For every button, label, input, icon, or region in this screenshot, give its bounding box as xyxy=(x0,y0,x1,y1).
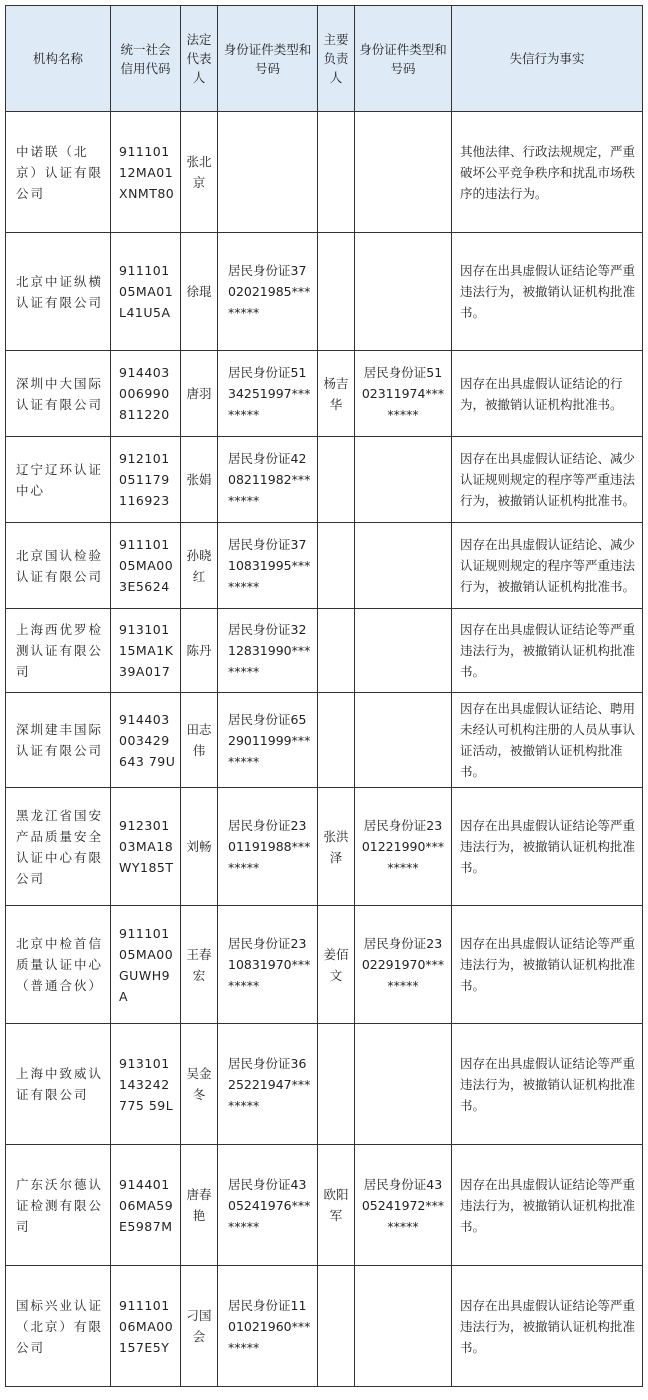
credit-code-cell: 91110112MA01XNMT80 xyxy=(111,112,181,233)
header-legal-representative: 法定代表人 xyxy=(181,6,218,112)
credit-code-cell: 914403003429643 79U xyxy=(111,693,181,788)
principal-id-cell xyxy=(355,112,452,233)
rep-id-cell: 居民身份证3710831995******** xyxy=(218,523,318,609)
credit-code-cell: 91110105MA00GUWH9A xyxy=(111,906,181,1024)
institution-name-cell: 北京中证纵横认证有限公司 xyxy=(6,233,111,351)
legal-representative-cell: 徐琨 xyxy=(181,233,218,351)
fact-cell: 其他法律、行政法规规定，严重破坏公平竞争秩序和扰乱市场秩序的违法行为。 xyxy=(452,112,643,233)
principal-cell xyxy=(318,437,355,523)
principal-cell xyxy=(318,233,355,351)
header-principal: 主要负责人 xyxy=(318,6,355,112)
principal-id-cell xyxy=(355,609,452,693)
principal-cell xyxy=(318,609,355,693)
institution-name-cell: 上海西优罗检测认证有限公司 xyxy=(6,609,111,693)
legal-representative-cell: 唐春艳 xyxy=(181,1145,218,1266)
table-row xyxy=(6,1024,643,1145)
legal-representative-cell: 唐羽 xyxy=(181,351,218,437)
fact-cell: 因存在出具虚假认证结论等严重违法行为，被撤销认证机构批准书。 xyxy=(452,906,643,1024)
rep-id-cell: 居民身份证3212831990******** xyxy=(218,609,318,693)
principal-id-cell xyxy=(355,233,452,351)
fact-cell: 因存在出具虚假认证结论等严重违法行为，被撤销认证机构批准书。 xyxy=(452,233,643,351)
header-principal-id: 身份证件类型和号码 xyxy=(355,6,452,112)
credit-code-cell: 91110105MA003E5624 xyxy=(111,523,181,609)
institution-name-cell: 北京国认检验认证有限公司 xyxy=(6,523,111,609)
credit-code-cell: 914403006990811220 xyxy=(111,351,181,437)
principal-id-cell xyxy=(355,523,452,609)
rep-id-cell xyxy=(218,112,318,233)
rep-id-cell: 居民身份证4208211982******** xyxy=(218,437,318,523)
principal-id-cell: 居民身份证2301221990******** xyxy=(355,788,452,906)
principal-id-cell xyxy=(355,437,452,523)
legal-representative-cell: 王春宏 xyxy=(181,906,218,1024)
legal-representative-cell: 张北京 xyxy=(181,112,218,233)
institution-name-cell: 深圳中大国际认证有限公司 xyxy=(6,351,111,437)
legal-representative-cell: 孙晓红 xyxy=(181,523,218,609)
legal-representative-cell: 刁国会 xyxy=(181,1266,218,1387)
header-credit-code: 统一社会信用代码 xyxy=(111,6,181,112)
legal-representative-cell: 张娟 xyxy=(181,437,218,523)
principal-id-cell: 居民身份证4305241972******** xyxy=(355,1145,452,1266)
fact-cell: 因存在出具虚假认证结论的行为，被撤销认证机构批准书。 xyxy=(452,351,643,437)
institution-name-cell: 北京中检首信质量认证中心（普通合伙） xyxy=(6,906,111,1024)
institution-name-cell: 辽宁辽环认证中心 xyxy=(6,437,111,523)
credit-code-cell: 91440106MA59E5987M xyxy=(111,1145,181,1266)
fact-cell: 因存在出具虚假认证结论等严重违法行为，被撤销认证机构批准书。 xyxy=(452,788,643,906)
principal-cell: 欧阳军 xyxy=(318,1145,355,1266)
legal-representative-cell: 陈丹 xyxy=(181,609,218,693)
institution-name-cell: 深圳建丰国际认证有限公司 xyxy=(6,693,111,788)
fact-cell: 因存在出具虚假认证结论、减少认证规则规定的程序等严重违法行为，被撤销认证机构批准书。 xyxy=(452,437,643,523)
credit-code-cell: 91110105MA01L41U5A xyxy=(111,233,181,351)
credit-code-cell: 913101143242775 59L xyxy=(111,1024,181,1145)
fact-cell: 因存在出具虚假认证结论等严重违法行为，被撤销认证机构批准书。 xyxy=(452,609,643,693)
principal-id-cell xyxy=(355,693,452,788)
institution-name-cell: 中诺联（北京）认证有限公司 xyxy=(6,112,111,233)
principal-cell xyxy=(318,1024,355,1145)
header-fact: 失信行为事实 xyxy=(452,6,643,112)
principal-cell: 姜佰文 xyxy=(318,906,355,1024)
header-institution-name: 机构名称 xyxy=(6,6,111,112)
principal-id-cell xyxy=(355,1266,452,1387)
credit-code-cell: 912101051179116923 xyxy=(111,437,181,523)
table-header-row xyxy=(6,6,643,112)
rep-id-cell: 居民身份证6529011999******** xyxy=(218,693,318,788)
table-row xyxy=(6,112,643,233)
principal-id-cell: 居民身份证2302291970******** xyxy=(355,906,452,1024)
legal-representative-cell: 刘畅 xyxy=(181,788,218,906)
principal-cell xyxy=(318,112,355,233)
institution-name-cell: 上海中致威认证有限公司 xyxy=(6,1024,111,1145)
header-rep-id: 身份证件类型和号码 xyxy=(218,6,318,112)
dishonest-institutions-table xyxy=(5,5,643,1387)
fact-cell: 因存在出具虚假认证结论等严重违法行为，被撤销认证机构批准书。 xyxy=(452,1024,643,1145)
credit-code-cell: 91110106MA00157E5Y xyxy=(111,1266,181,1387)
principal-id-cell: 居民身份证5102311974******** xyxy=(355,351,452,437)
credit-code-cell: 91230103MA18WY185T xyxy=(111,788,181,906)
table-row xyxy=(6,523,643,609)
fact-cell: 因存在出具虚假认证结论等严重违法行为，被撤销认证机构批准书。 xyxy=(452,1266,643,1387)
principal-id-cell xyxy=(355,1024,452,1145)
institution-name-cell: 国标兴业认证（北京）有限公司 xyxy=(6,1266,111,1387)
legal-representative-cell: 田志伟 xyxy=(181,693,218,788)
institution-name-cell: 黑龙江省国安产品质量安全认证中心有限公司 xyxy=(6,788,111,906)
legal-representative-cell: 吴金冬 xyxy=(181,1024,218,1145)
fact-cell: 因存在出具虚假认证结论、减少认证规则规定的程序等严重违法行为，被撤销认证机构批准书。 xyxy=(452,523,643,609)
rep-id-cell: 居民身份证2301191988******** xyxy=(218,788,318,906)
rep-id-cell: 居民身份证5134251997******** xyxy=(218,351,318,437)
table-row xyxy=(6,906,643,1024)
table-row xyxy=(6,233,643,351)
principal-cell xyxy=(318,693,355,788)
rep-id-cell: 居民身份证2310831970******** xyxy=(218,906,318,1024)
table-row xyxy=(6,1266,643,1387)
credit-code-cell: 91310115MA1K39A017 xyxy=(111,609,181,693)
rep-id-cell: 居民身份证3625221947******** xyxy=(218,1024,318,1145)
fact-cell: 因存在出具虚假认证结论、聘用未经认可机构注册的人员从事认证活动，被撤销认证机构批准书。 xyxy=(452,693,643,788)
table-row xyxy=(6,1145,643,1266)
rep-id-cell: 居民身份证4305241976******** xyxy=(218,1145,318,1266)
principal-cell: 杨吉华 xyxy=(318,351,355,437)
rep-id-cell: 居民身份证3702021985******** xyxy=(218,233,318,351)
institution-name-cell: 广东沃尔德认证检测有限公司 xyxy=(6,1145,111,1266)
principal-cell xyxy=(318,1266,355,1387)
table-row xyxy=(6,609,643,693)
table-row xyxy=(6,788,643,906)
principal-cell xyxy=(318,523,355,609)
principal-cell: 张洪泽 xyxy=(318,788,355,906)
table-row xyxy=(6,437,643,523)
rep-id-cell: 居民身份证1101021960******** xyxy=(218,1266,318,1387)
table-row xyxy=(6,351,643,437)
fact-cell: 因存在出具虚假认证结论等严重违法行为，被撤销认证机构批准书。 xyxy=(452,1145,643,1266)
table-row xyxy=(6,693,643,788)
